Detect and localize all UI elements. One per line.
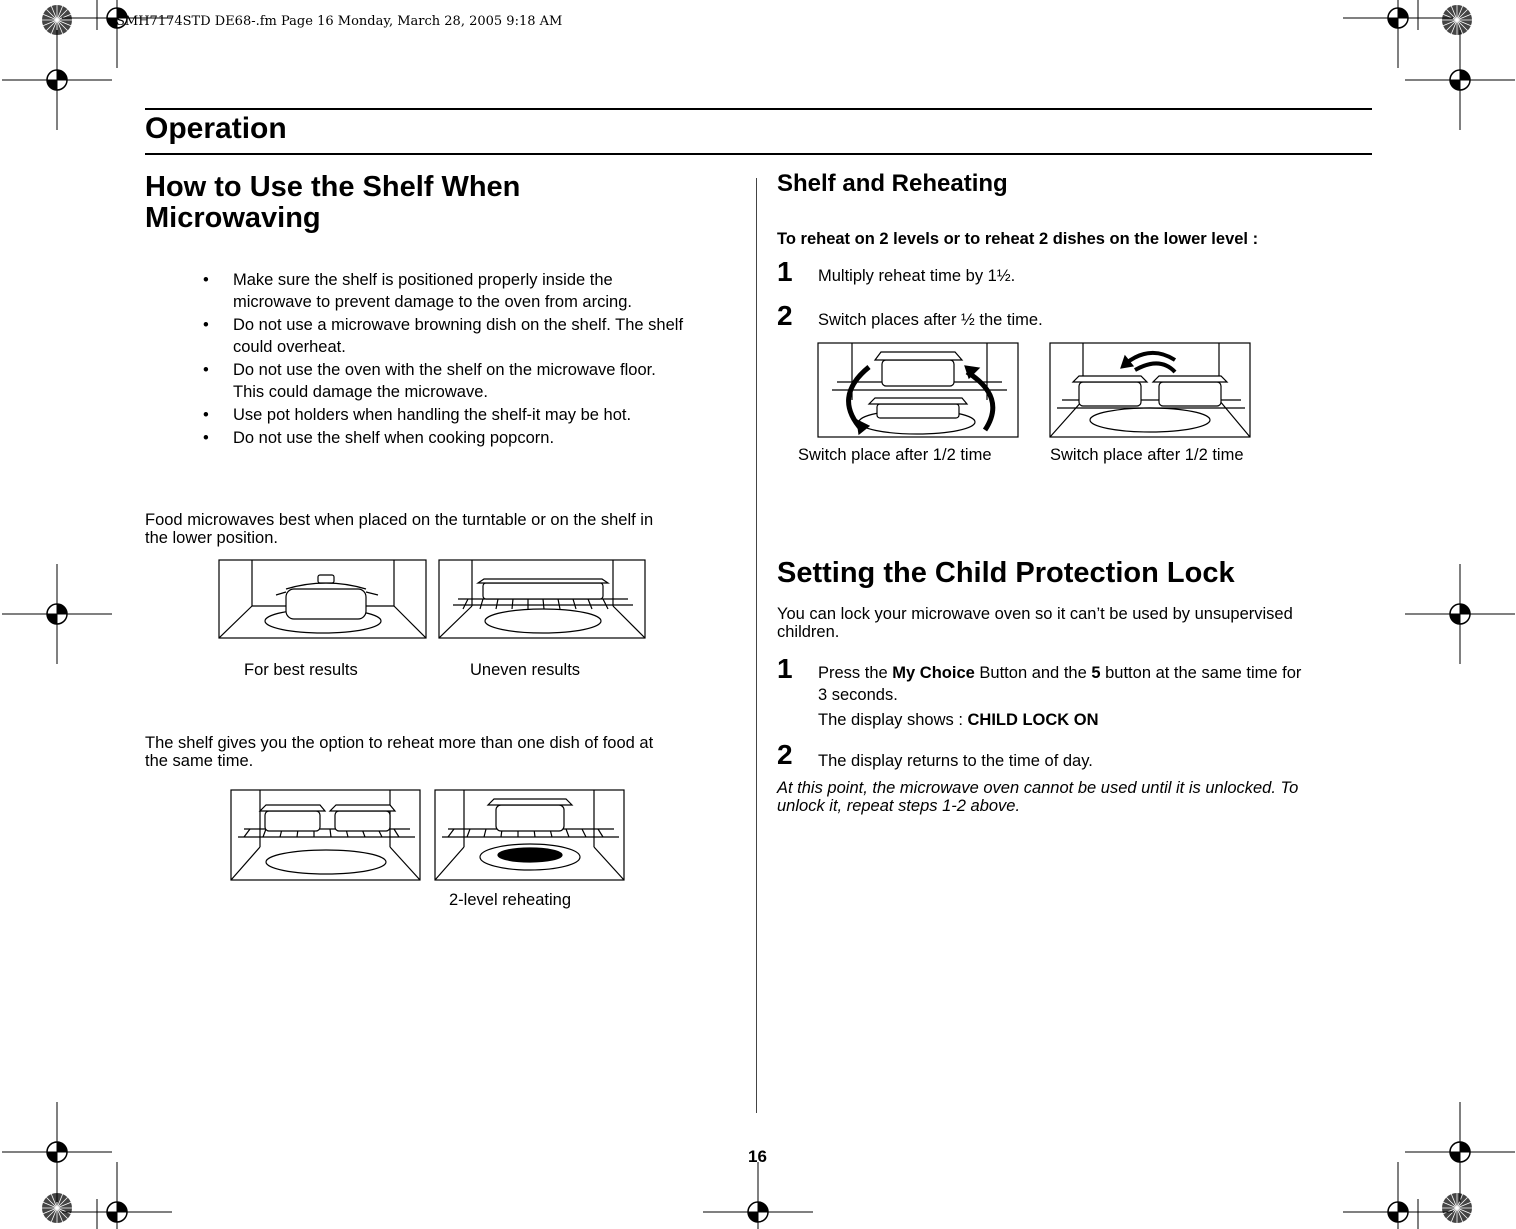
caption-best-results: For best results — [244, 661, 358, 679]
vertical-switch-figure — [818, 343, 1018, 437]
shelf-safety-list — [203, 269, 743, 450]
child-lock-intro: You can lock your microwave oven so it can’t be used by unsupervised children. — [777, 605, 1293, 641]
crosshair-mark — [2, 564, 112, 664]
placement-paragraph: Food microwaves best when placed on the turntable or on the shelf in the lower position. — [145, 511, 654, 547]
lock-step-number: 1 — [777, 653, 793, 684]
print-stamp: SMH7174STD DE68-.fm Page 16 Monday, March 28, 2005 9:18 AM — [116, 14, 563, 29]
lock-step-number: 2 — [777, 739, 793, 770]
child-lock-heading: Setting the Child Protection Lock — [777, 557, 1235, 589]
reheat-intro: To reheat on 2 levels or to reheat 2 dishes on the lower level : — [777, 230, 1259, 248]
reheat-step-text: Multiply reheat time by 1½. — [818, 267, 1016, 285]
section-title: Operation — [145, 112, 287, 145]
caption-switch-horizontal: Switch place after 1/2 time — [1050, 446, 1244, 464]
lock-step-text: Press the My Choice Button and the 5 button at the same time for 3 seconds. The display shows : CHILD LOCK ON — [818, 664, 1302, 729]
crosshair-mark — [1405, 1102, 1515, 1202]
bullet-item: • Make sure the shelf is positioned properly inside the microwave to prevent damage to the oven from arcing. — [203, 269, 743, 313]
bullet-item: • Use pot holders when handling the shelf-it may be hot. — [203, 404, 743, 426]
shelf-reheating-heading: Shelf and Reheating — [777, 170, 1008, 197]
crosshair-mark — [62, 0, 172, 68]
placement-illustration — [218, 559, 648, 641]
caption-two-level: 2-level reheating — [449, 891, 571, 909]
caption-uneven-results: Uneven results — [470, 661, 581, 679]
star-mark-br — [1442, 1193, 1472, 1223]
crosshair-mark — [1343, 0, 1453, 68]
crosshair-mark — [703, 1162, 813, 1229]
crosshair-mark — [2, 30, 112, 130]
horizontal-switch-figure — [1050, 343, 1250, 437]
shelf-use-heading: How to Use the Shelf When Microwaving — [145, 171, 521, 234]
crosshair-mark — [1343, 1162, 1453, 1229]
caption-switch-vertical: Switch place after 1/2 time — [798, 446, 992, 464]
crosshair-mark — [1405, 30, 1515, 130]
lock-step-text: The display returns to the time of day. — [818, 752, 1093, 770]
crosshair-mark — [1405, 564, 1515, 664]
unlock-note: At this point, the microwave oven cannot be used until it is unlocked. To unlock it, repeat steps 1-2 above. — [777, 779, 1299, 815]
crosshair-mark — [2, 1102, 112, 1202]
two-dishes-shelf-figure — [231, 790, 420, 880]
crosshair-mark — [62, 1162, 172, 1229]
two-dish-paragraph: The shelf gives you the option to reheat more than one dish of food at the same time. — [145, 734, 654, 770]
best-results-figure — [219, 560, 426, 638]
two-level-illustration — [230, 789, 626, 883]
bullet-item: • Do not use the oven with the shelf on the microwave floor. This could damage the microwave. — [203, 359, 743, 403]
switch-places-illustration — [817, 342, 1253, 440]
header-rule-bottom — [145, 153, 1372, 155]
display-value: CHILD LOCK ON — [967, 711, 1099, 729]
uneven-results-figure — [439, 560, 645, 638]
reheat-step-number: 2 — [777, 300, 793, 331]
bullet-item: • Do not use a microwave browning dish on the shelf. The shelf could overheat. — [203, 314, 743, 358]
page-number: 16 — [748, 1147, 767, 1166]
reheat-step-text: Switch places after ½ the time. — [818, 311, 1043, 329]
header-rule-top — [145, 108, 1372, 110]
reheat-step-number: 1 — [777, 256, 793, 287]
two-level-shelf-figure — [435, 790, 624, 880]
bullet-item: • Do not use the shelf when cooking popcorn. — [203, 427, 743, 449]
star-mark-tr — [1442, 5, 1472, 35]
column-divider — [756, 178, 757, 1113]
